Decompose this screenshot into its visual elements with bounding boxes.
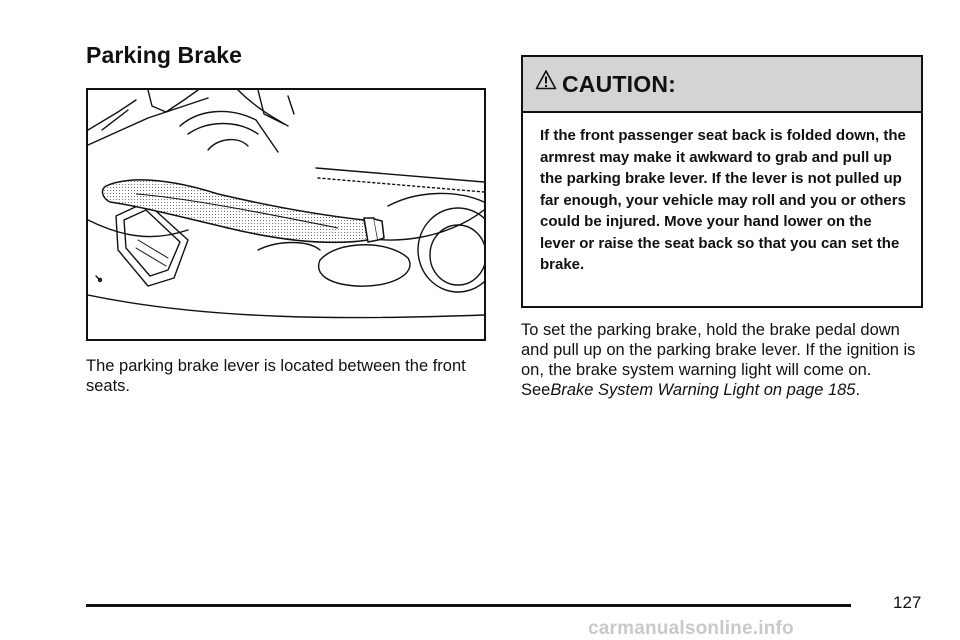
parking-brake-lever-illustration xyxy=(88,90,484,339)
lever-location-paragraph: The parking brake lever is located between the front seats. xyxy=(86,357,466,395)
set-brake-paragraph xyxy=(521,320,931,400)
warning-light-reference-link[interactable]: Brake System Warning Light on page 185 xyxy=(550,381,856,399)
set-brake-text: To set the parking brake, hold the brake pedal down and pull up on the parking brake lever. If the ignition is on, the brake system warning light will come on. See xyxy=(521,321,916,399)
warning-triangle-icon xyxy=(535,69,557,91)
parking-brake-figure xyxy=(86,88,486,341)
footer-rule xyxy=(86,604,851,607)
watermark: carmanualsonline.info xyxy=(588,618,794,639)
caution-text: If the front passenger seat back is folded down, the armrest may make it awkward to grab and pull up the parking brake lever. If the lever is not pulled up far enough, your vehicle may roll and you or others could be injured. Move your hand lower on the lever or raise the seat back so that you can set the brake. xyxy=(540,127,906,273)
caution-title: CAUTION: xyxy=(562,70,677,97)
page-number: 127 xyxy=(893,593,922,612)
section-title: Parking Brake xyxy=(86,42,242,68)
caution-header xyxy=(523,57,921,113)
caution-box xyxy=(521,55,923,308)
set-brake-text-end: . xyxy=(855,381,861,399)
